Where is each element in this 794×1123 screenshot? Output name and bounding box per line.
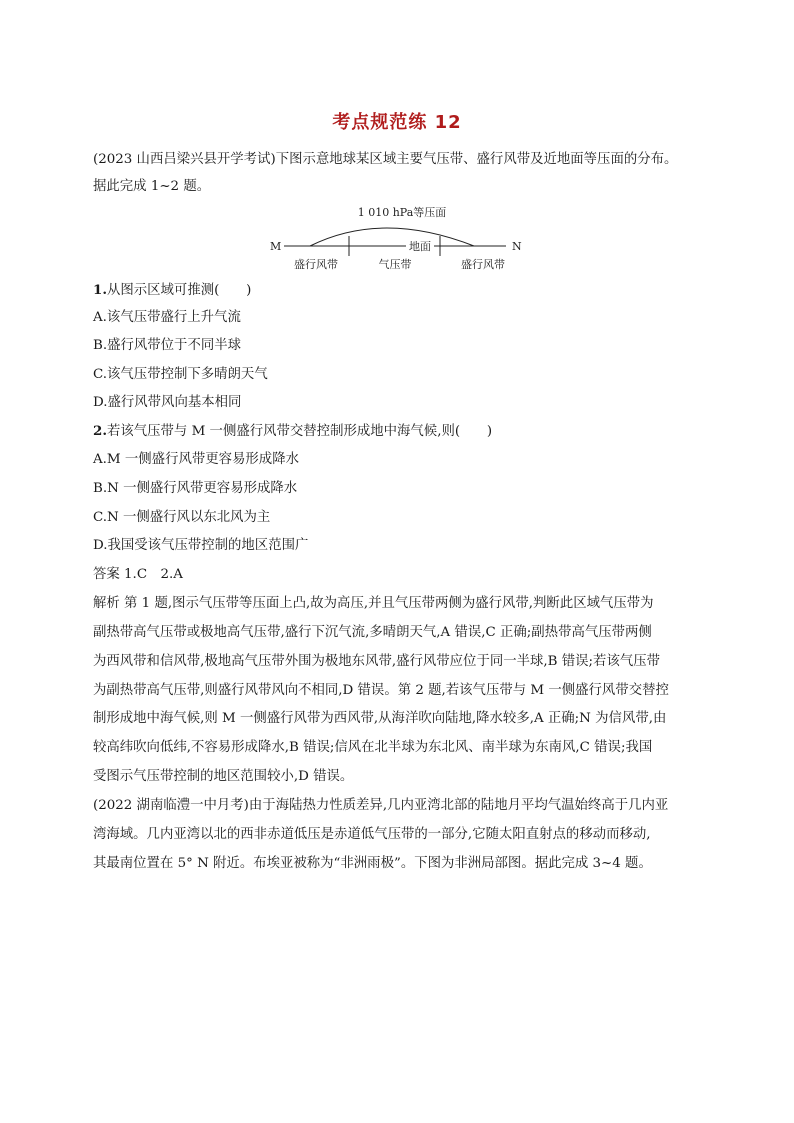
analysis-line-1: 解析 第 1 题,图示气压带等压面上凸,故为高压,并且气压带两侧为盛行风带,判断此区域气压带为 — [93, 596, 654, 611]
diagram-right-end-n: N — [512, 240, 522, 253]
zone-label-middle: 气压带 — [378, 258, 412, 271]
question-1-option-c: C.该气压带控制下多晴朗天气 — [93, 367, 268, 382]
answer-line: 答案 1.C 2.A — [93, 567, 183, 582]
ground-label: 地面 — [409, 240, 431, 253]
page-title: 考点规范练 12 — [332, 112, 462, 133]
question-2-option-d: D.我国受该气压带控制的地区范围广 — [93, 538, 309, 553]
intro2-line-3: 其最南位置在 5° N 附近。布埃亚被称为“非洲雨极”。下图为非洲局部图。据此完成 3~4 题。 — [93, 856, 652, 871]
question-2-option-a: A.M 一侧盛行风带更容易形成降水 — [93, 452, 299, 467]
analysis-line-2: 副热带高气压带或极地高气压带,盛行下沉气流,多晴朗天气,A 错误,C 正确;副热带高气压带两侧 — [93, 625, 652, 640]
question-2-number: 2. — [93, 423, 107, 439]
question-2-stem — [93, 421, 492, 442]
intro1-line2: 据此完成 1~2 题。 — [93, 179, 211, 194]
question-2-option-c: C.N 一侧盛行风以东北风为主 — [93, 510, 271, 525]
diagram-left-end-m: M — [270, 240, 282, 253]
analysis-line-3: 为西风带和信风带,极地高气压带外围为极地东风带,盛行风带应位于同一半球,B 错误;若该气压带 — [93, 654, 660, 669]
intro2-line-2: 湾海域。几内亚湾以北的西非赤道低压是赤道低气压带的一部分,它随太阳直射点的移动而移动, — [93, 827, 651, 842]
pressure-belt-svg — [268, 198, 532, 276]
pressure-belt-diagram — [268, 198, 532, 276]
isobar-curve — [310, 228, 474, 246]
zone-label-right: 盛行风带 — [461, 258, 505, 271]
question-1-text: 从图示区域可推测( ) — [106, 283, 252, 298]
question-1-stem — [93, 280, 251, 301]
intro2-line-1: (2022 湖南临澧一中月考)由于海陆热力性质差异,几内亚湾北部的陆地月平均气温始终高于几内亚 — [93, 798, 669, 813]
question-1-option-d: D.盛行风带风向基本相同 — [93, 395, 242, 410]
question-2-option-b: B.N 一侧盛行风带更容易形成降水 — [93, 481, 298, 496]
isobar-label: 1 010 hPa等压面 — [357, 206, 447, 219]
zone-label-left: 盛行风带 — [294, 258, 338, 271]
question-1-number: 1. — [93, 282, 107, 298]
analysis-line-6: 较高纬吹向低纬,不容易形成降水,B 错误;信风在北半球为东北风、南半球为东南风,C 错误;我国 — [93, 740, 653, 755]
analysis-line-4: 为副热带高气压带,则盛行风带风向不相同,D 错误。第 2 题,若该气压带与 M 一侧盛行风带交替控 — [93, 683, 669, 698]
question-1-option-a: A.该气压带盛行上升气流 — [93, 310, 241, 325]
analysis-line-7: 受图示气压带控制的地区范围较小,D 错误。 — [93, 769, 354, 784]
intro1-line1: (2023 山西吕梁兴县开学考试)下图示意地球某区域主要气压带、盛行风带及近地面等压面的分布。 — [93, 152, 678, 167]
question-2-text: 若该气压带与 M 一侧盛行风带交替控制形成地中海气候,则( ) — [106, 424, 493, 439]
question-1-option-b: B.盛行风带位于不同半球 — [93, 338, 242, 353]
analysis-line-5: 制形成地中海气候,则 M 一侧盛行风带为西风带,从海洋吹向陆地,降水较多,A 正确;N 为信风带,由 — [93, 711, 667, 726]
